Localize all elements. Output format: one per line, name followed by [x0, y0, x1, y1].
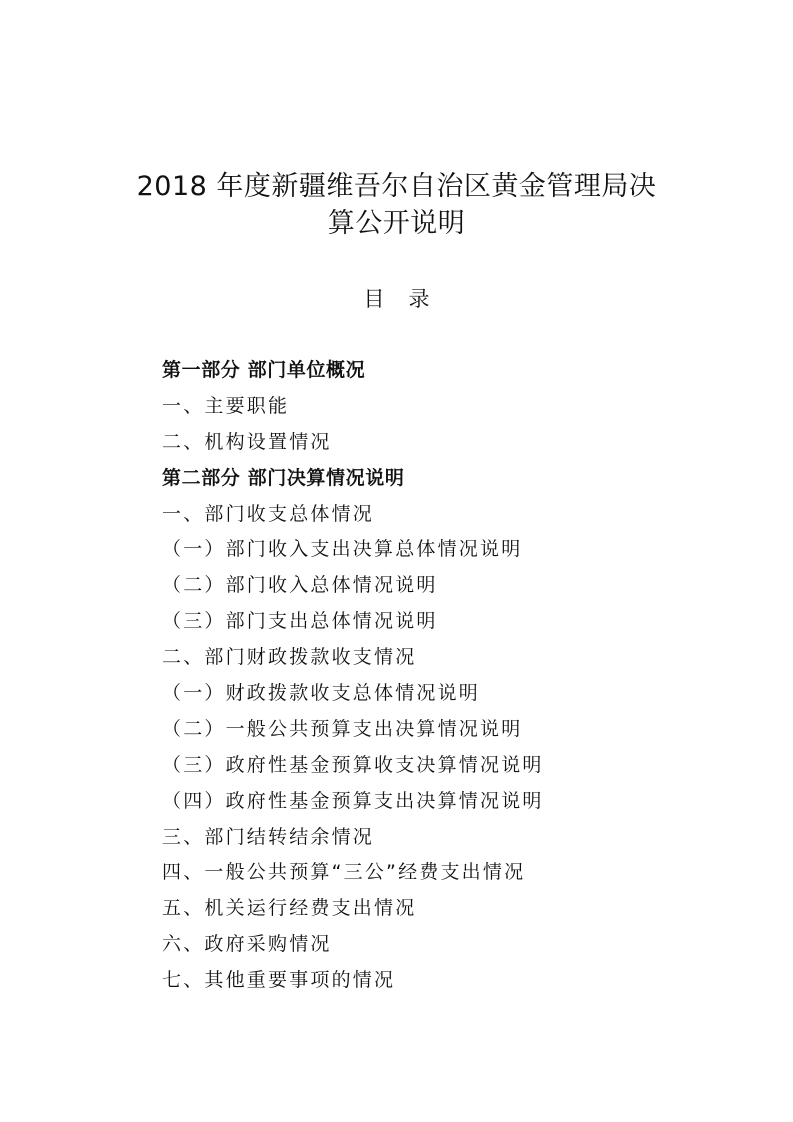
toc-heading-char-1: 目 — [363, 287, 385, 311]
document-title-line-2: 算公开说明 — [327, 208, 466, 239]
toc-subitem: （一）部门收入支出决算总体情况说明 — [162, 538, 523, 561]
toc-item: 五、机关运行经费支出情况 — [162, 897, 417, 920]
toc-subitem: （四）政府性基金预算支出决算情况说明 — [162, 789, 544, 812]
toc-heading — [0, 285, 793, 313]
toc-item-part-1: 第一部分 部门单位概况 — [162, 359, 366, 381]
toc-item: 六、政府采购情况 — [162, 933, 332, 956]
toc-subitem: （二）一般公共预算支出决算情况说明 — [162, 717, 523, 740]
toc-subitem: （三）部门支出总体情况说明 — [162, 610, 438, 633]
table-of-contents — [162, 355, 722, 1001]
toc-subitem: （二）部门收入总体情况说明 — [162, 574, 438, 597]
toc-item: 七、其他重要事项的情况 — [162, 969, 396, 992]
toc-item: 二、部门财政拨款收支情况 — [162, 646, 417, 669]
toc-subitem: （一）财政拨款收支总体情况说明 — [162, 682, 481, 705]
toc-subitem: （三）政府性基金预算收支决算情况说明 — [162, 753, 544, 776]
toc-item: 二、机构设置情况 — [162, 430, 332, 453]
toc-heading-char-2: 录 — [408, 287, 430, 311]
document-title — [0, 168, 793, 242]
document-title-line-1: 2018 年度新疆维吾尔自治区黄金管理局决 — [136, 171, 657, 202]
toc-item: 三、部门结转结余情况 — [162, 825, 375, 848]
toc-item: 四、一般公共预算“三公”经费支出情况 — [162, 861, 526, 884]
toc-item: 一、部门收支总体情况 — [162, 502, 375, 525]
toc-item: 一、主要职能 — [162, 394, 290, 417]
toc-item-part-2: 第二部分 部门决算情况说明 — [162, 466, 405, 489]
